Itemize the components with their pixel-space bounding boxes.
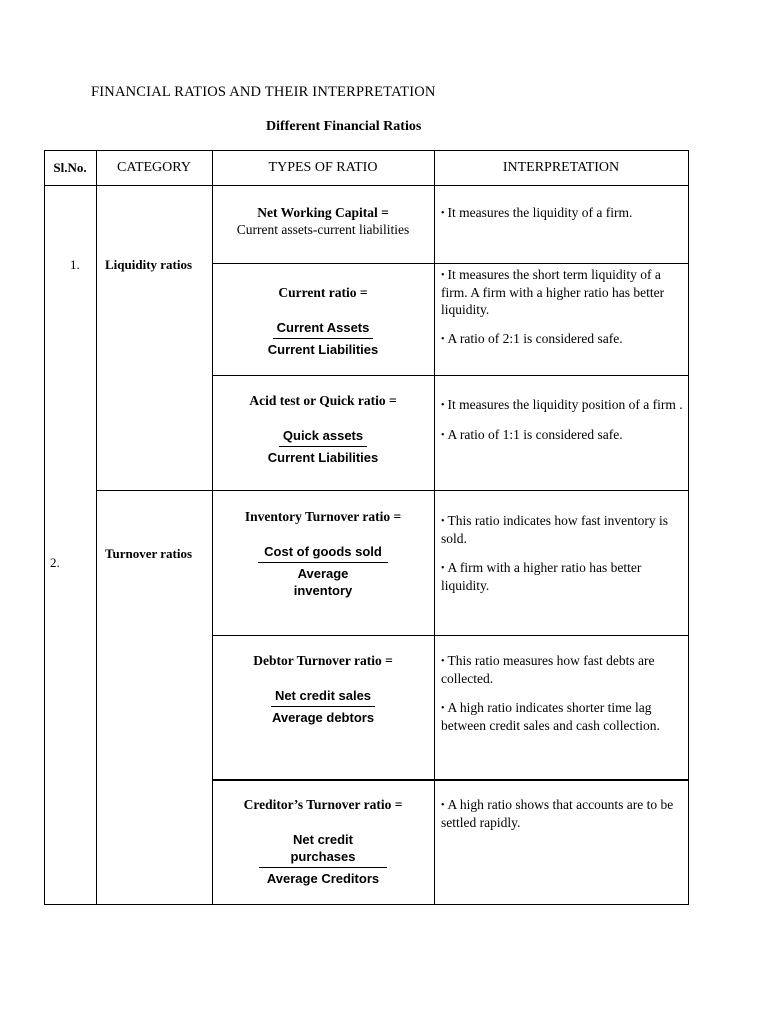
- interpretation-point: • It measures the short term liquidity of a firm. A firm with a higher ratio has better liquidity.: [441, 267, 665, 317]
- ratio-formula: Current ratio =: [278, 285, 368, 300]
- header-types-of-ratio: TYPES OF RATIO: [268, 160, 378, 175]
- fraction-denominator: Current Liabilities: [267, 342, 379, 357]
- bullet-icon: •: [441, 703, 445, 714]
- table-caption: Different Financial Ratios: [266, 119, 422, 134]
- fraction-denominator: Current Liabilities: [267, 450, 379, 465]
- row-divider-4: [212, 635, 689, 636]
- sl-no-1: 1.: [70, 257, 80, 272]
- interpretation-point: • A ratio of 2:1 is considered safe.: [441, 331, 623, 346]
- ratio-cell: [212, 284, 434, 358]
- header-category: CATEGORY: [117, 160, 191, 175]
- interpretation-point: • This ratio measures how fast debts are collected.: [441, 653, 655, 686]
- bullet-icon: •: [441, 270, 445, 281]
- ratios-table: [44, 150, 689, 905]
- bullet-icon: •: [441, 400, 445, 411]
- ratio-fraction: [212, 319, 434, 358]
- interpretation-point: • This ratio indicates how fast inventory is sold.: [441, 513, 668, 546]
- ratio-fraction: [212, 831, 434, 887]
- interpretation-point: • A high ratio shows that accounts are to be settled rapidly.: [441, 797, 674, 830]
- ratio-formula: Creditor’s Turnover ratio =: [243, 797, 403, 812]
- row-divider-3: [96, 490, 689, 491]
- bullet-icon: •: [441, 430, 445, 441]
- header-interpretation: INTERPRETATION: [502, 160, 620, 175]
- fraction-denominator: Average Creditors: [266, 871, 380, 886]
- interpretation-cell: [441, 512, 685, 606]
- interpretation-cell: [441, 796, 685, 843]
- fraction-numerator: Current Assets: [273, 319, 374, 339]
- interpretation-cell: [441, 204, 685, 234]
- bullet-icon: •: [441, 208, 445, 219]
- interpretation-point: • It measures the liquidity of a firm.: [441, 205, 633, 220]
- ratio-cell: [212, 392, 434, 466]
- interpretation-cell: [441, 266, 685, 360]
- interpretation-point: • A ratio of 1:1 is considered safe.: [441, 427, 623, 442]
- interpretation-point: • It measures the liquidity position of a firm .: [441, 397, 683, 412]
- bullet-icon: •: [441, 656, 445, 667]
- interpretation-cell: [441, 652, 685, 746]
- ratio-cell: [212, 796, 434, 887]
- interpretation-point: • A firm with a higher ratio has better liquidity.: [441, 560, 642, 593]
- ratio-formula: Net Working Capital =: [257, 205, 389, 220]
- interpretation-point: • A high ratio indicates shorter time lag between credit sales and cash collection.: [441, 700, 660, 733]
- table-border-bottom: [44, 904, 689, 905]
- ratio-cell: [212, 204, 434, 238]
- ratio-fraction: [212, 427, 434, 466]
- fraction-numerator: Quick assets: [279, 427, 367, 447]
- col-divider-1: [96, 150, 97, 905]
- bullet-icon: •: [441, 334, 445, 345]
- row-divider-5: [212, 779, 689, 781]
- row-divider-1: [212, 263, 689, 264]
- table-border-left: [44, 150, 45, 905]
- fraction-numerator: Net credit purchases: [259, 831, 387, 868]
- ratio-formula: Inventory Turnover ratio =: [244, 509, 402, 524]
- ratio-fraction: [212, 543, 434, 599]
- row-divider-2: [212, 375, 689, 376]
- fraction-denominator: Average inventory: [293, 566, 353, 598]
- bullet-icon: •: [441, 563, 445, 574]
- category-liquidity: Liquidity ratios: [105, 257, 193, 272]
- interpretation-cell: [441, 396, 685, 456]
- sl-no-2: 2.: [50, 555, 60, 570]
- ratio-cell: [212, 508, 434, 599]
- fraction-numerator: Net credit sales: [271, 687, 375, 707]
- category-turnover: Turnover ratios: [105, 546, 193, 561]
- fraction-denominator: Average debtors: [271, 710, 375, 725]
- ratio-cell: [212, 652, 434, 726]
- ratio-formula: Acid test or Quick ratio =: [249, 393, 397, 408]
- bullet-icon: •: [441, 800, 445, 811]
- fraction-numerator: Cost of goods sold: [258, 543, 388, 563]
- ratio-formula: Debtor Turnover ratio =: [253, 653, 393, 668]
- ratio-fraction: [212, 687, 434, 726]
- header-sl-no: Sl.No.: [53, 160, 87, 175]
- document-title: FINANCIAL RATIOS AND THEIR INTERPRETATION: [91, 84, 436, 100]
- ratio-subformula: Current assets-current liabilities: [236, 222, 410, 237]
- bullet-icon: •: [441, 516, 445, 527]
